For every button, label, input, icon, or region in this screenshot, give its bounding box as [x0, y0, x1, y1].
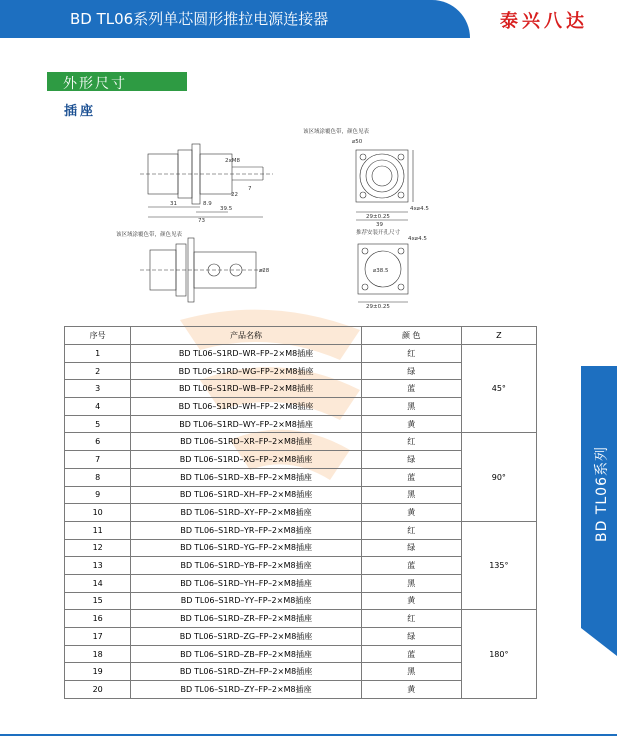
spec-table	[64, 326, 537, 699]
z-group: 45°	[461, 345, 536, 433]
row-color: 绿	[361, 362, 461, 380]
dim-phi-50: ⌀50	[352, 139, 363, 145]
row-no: 10	[65, 504, 131, 522]
row-name: BD TL06–S1RD–ZR–FP–2×M8插座	[131, 610, 361, 628]
row-color: 蓝	[361, 645, 461, 663]
row-name: BD TL06–S1RD–WG–FP–2×M8插座	[131, 362, 361, 380]
dim-29-tol: 29±0.25	[366, 214, 390, 220]
row-color: 黑	[361, 486, 461, 504]
row-color: 蓝	[361, 380, 461, 398]
row-color: 绿	[361, 628, 461, 646]
dim-31: 31	[170, 201, 177, 207]
row-name: BD TL06–S1RD–YB–FP–2×M8插座	[131, 557, 361, 575]
receptacle-top-view	[140, 238, 266, 302]
row-name: BD TL06–S1RD–ZY–FP–2×M8插座	[131, 681, 361, 699]
row-name: BD TL06–S1RD–YH–FP–2×M8插座	[131, 574, 361, 592]
dim-39-5: 39.5	[220, 206, 233, 212]
row-color: 黑	[361, 663, 461, 681]
row-name: BD TL06–S1RD–XY–FP–2×M8插座	[131, 504, 361, 522]
dim-28: ⌀28	[259, 268, 270, 274]
note-mounting-hole: 推荐安装开孔尺寸	[356, 230, 401, 236]
row-no: 5	[65, 415, 131, 433]
row-no: 15	[65, 592, 131, 610]
table-row	[65, 521, 537, 539]
brand-name: 泰兴八达	[500, 11, 588, 32]
table-header-row	[65, 327, 537, 345]
row-color: 绿	[361, 451, 461, 469]
row-name: BD TL06–S1RD–ZB–FP–2×M8插座	[131, 645, 361, 663]
dim-73: 73	[198, 218, 205, 224]
row-name: BD TL06–S1RD–WR–FP–2×M8插座	[131, 345, 361, 363]
row-no: 2	[65, 362, 131, 380]
dim-2xm8: 2xM8	[225, 158, 240, 164]
row-color: 黄	[361, 415, 461, 433]
row-name: BD TL06–S1RD–ZH–FP–2×M8插座	[131, 663, 361, 681]
row-no: 7	[65, 451, 131, 469]
row-no: 18	[65, 645, 131, 663]
row-color: 黑	[361, 574, 461, 592]
row-no: 4	[65, 398, 131, 416]
row-name: BD TL06–S1RD–YY–FP–2×M8插座	[131, 592, 361, 610]
row-color: 红	[361, 610, 461, 628]
row-name: BD TL06–S1RD–XG–FP–2×M8插座	[131, 451, 361, 469]
row-color: 黄	[361, 592, 461, 610]
row-color: 蓝	[361, 557, 461, 575]
row-no: 6	[65, 433, 131, 451]
dim-7: 7	[248, 186, 252, 192]
side-tab-corner	[581, 628, 617, 656]
row-no: 1	[65, 345, 131, 363]
row-color: 蓝	[361, 468, 461, 486]
row-name: BD TL06–S1RD–WH–FP–2×M8插座	[131, 398, 361, 416]
dim-4x-phi-4-5: 4x⌀4.5	[410, 206, 429, 212]
page-title: BD TL06系列单芯圆形推拉电源连接器	[70, 10, 329, 28]
section-title: 外形尺寸	[63, 76, 127, 92]
header-no: 序号	[65, 327, 131, 345]
table-row	[65, 610, 537, 628]
z-group: 180°	[461, 610, 536, 698]
table-row	[65, 345, 537, 363]
row-no: 9	[65, 486, 131, 504]
row-name: BD TL06–S1RD–YR–FP–2×M8插座	[131, 521, 361, 539]
row-name: BD TL06–S1RD–WB–FP–2×M8插座	[131, 380, 361, 398]
side-tab-label: BD TL06系列	[594, 445, 610, 542]
header-z: Z	[461, 327, 536, 345]
row-color: 绿	[361, 539, 461, 557]
dim-39: 39	[376, 222, 383, 228]
dim-29-tol-b: 29±0.25	[366, 304, 390, 310]
row-name: BD TL06–S1RD–XH–FP–2×M8插座	[131, 486, 361, 504]
bottom-rule	[0, 734, 617, 736]
row-name: BD TL06–S1RD–YG–FP–2×M8插座	[131, 539, 361, 557]
row-no: 11	[65, 521, 131, 539]
row-no: 17	[65, 628, 131, 646]
row-no: 8	[65, 468, 131, 486]
row-no: 12	[65, 539, 131, 557]
row-name: BD TL06–S1RD–WY–FP–2×M8插座	[131, 415, 361, 433]
row-color: 红	[361, 521, 461, 539]
row-no: 13	[65, 557, 131, 575]
sub-title: 插座	[64, 104, 97, 119]
row-no: 16	[65, 610, 131, 628]
dim-22: 22	[231, 192, 238, 198]
dim-8-9: 8.9	[203, 201, 212, 207]
row-color: 红	[361, 433, 461, 451]
row-no: 3	[65, 380, 131, 398]
dim-4x-phi-4-5-b: 4x⌀4.5	[408, 236, 427, 242]
row-name: BD TL06–S1RD–ZG–FP–2×M8插座	[131, 628, 361, 646]
technical-drawing	[108, 122, 448, 317]
row-name: BD TL06–S1RD–XB–FP–2×M8插座	[131, 468, 361, 486]
receptacle-front-view	[356, 150, 413, 220]
row-color: 黄	[361, 504, 461, 522]
row-no: 20	[65, 681, 131, 699]
dim-phi-38-5: ⌀38.5	[373, 268, 389, 274]
note-color-band: 该区域涂覆色带，颜色见表	[116, 232, 183, 238]
row-name: BD TL06–S1RD–XR–FP–2×M8插座	[131, 433, 361, 451]
row-color: 黑	[361, 398, 461, 416]
header-color: 颜 色	[361, 327, 461, 345]
z-group: 90°	[461, 433, 536, 521]
z-group: 135°	[461, 521, 536, 609]
header-name: 产品名称	[131, 327, 361, 345]
table-row	[65, 433, 537, 451]
row-color: 红	[361, 345, 461, 363]
note-color-band-2: 该区域涂覆色带，颜色见表	[303, 129, 370, 135]
row-color: 黄	[361, 681, 461, 699]
row-no: 19	[65, 663, 131, 681]
row-no: 14	[65, 574, 131, 592]
